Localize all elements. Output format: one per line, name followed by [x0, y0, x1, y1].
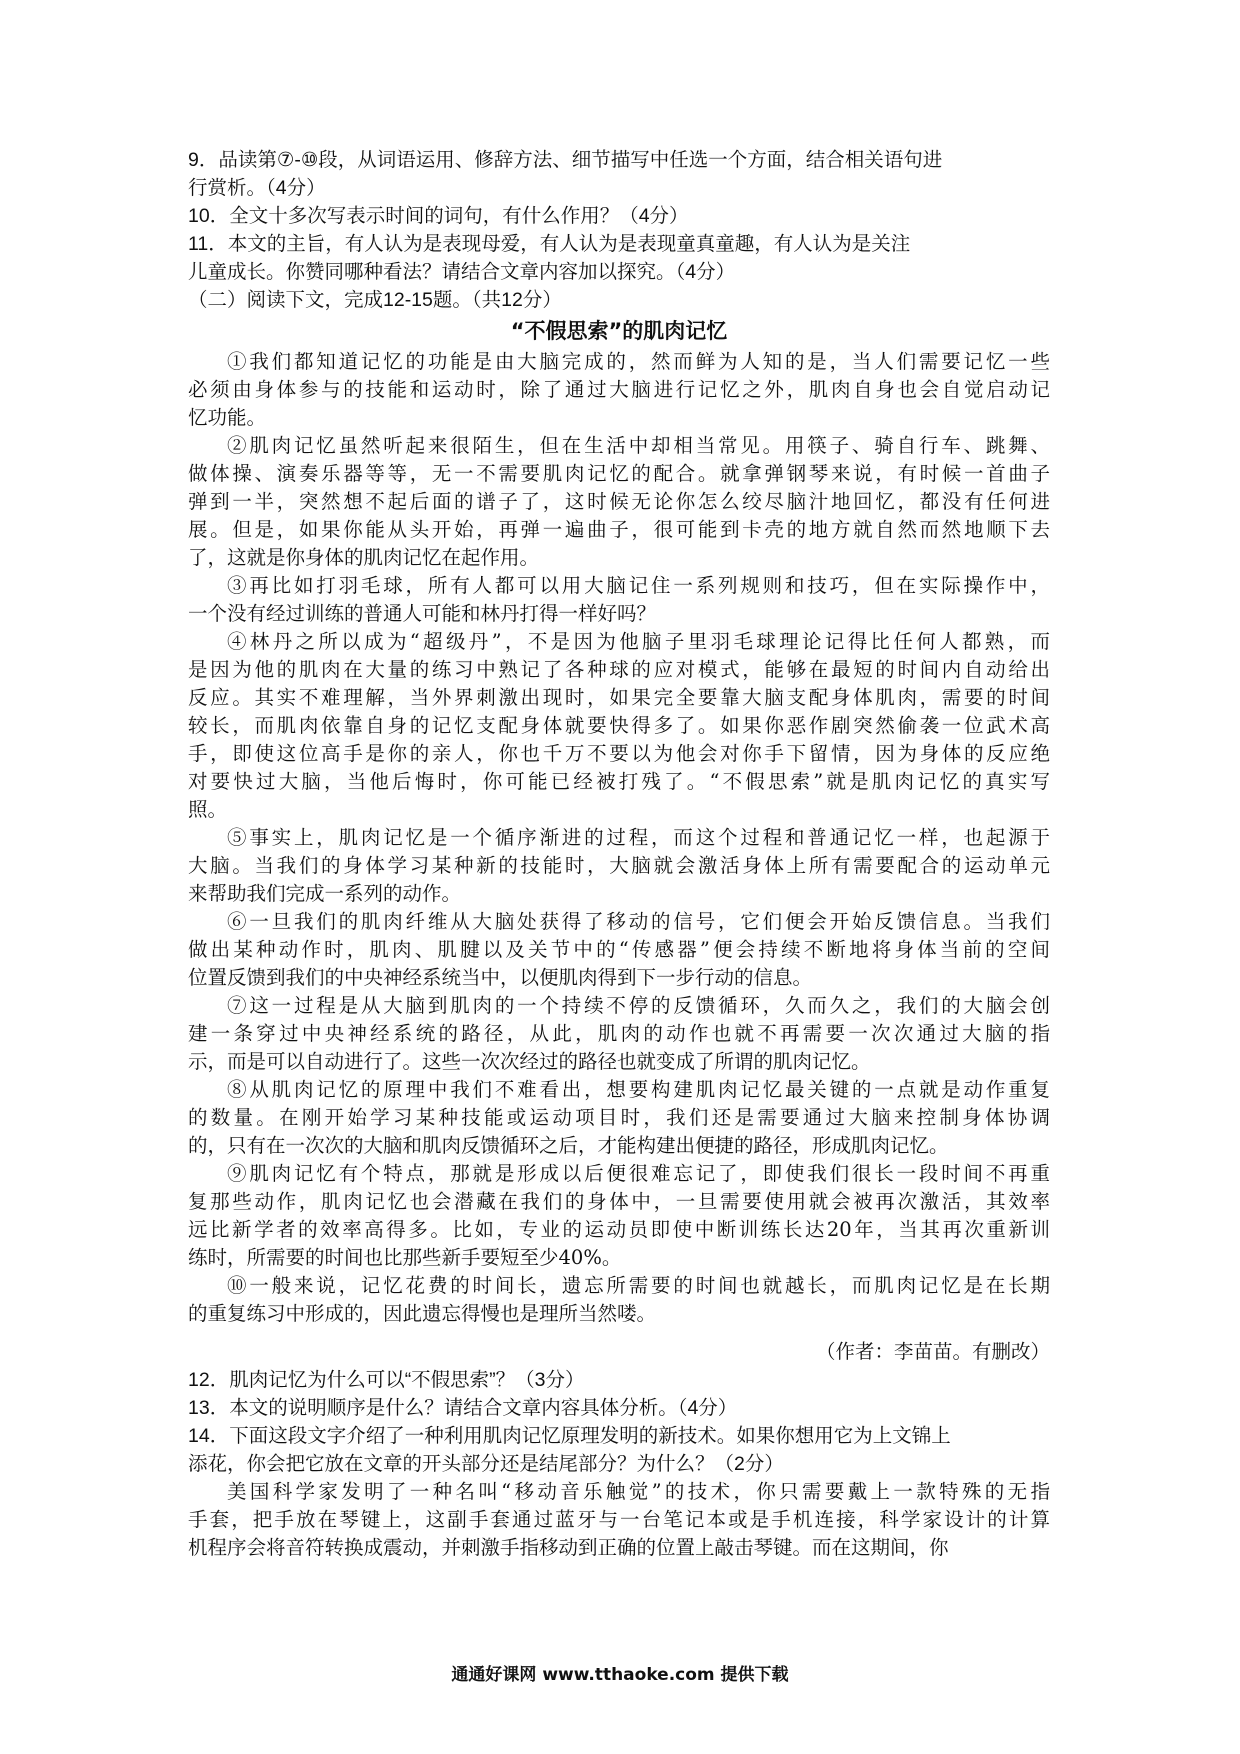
question-item: [188, 1394, 1050, 1422]
paragraph-line: 展。但是，如果你能从头开始，再弹一遍曲子，很可能到卡壳的地方就自然而然地顺下去: [188, 518, 1050, 541]
article-paragraph: [188, 432, 1050, 572]
article-paragraph: [188, 908, 1050, 992]
paragraph-line: 手，即使这位高手是你的亲人，你也千万不要以为他会对你手下留情，因为身体的反应绝: [188, 742, 1050, 765]
paragraph-line: 远比新学者的效率高得多。比如，专业的运动员即使中断训练长达20年，当其再次重新训: [188, 1218, 1050, 1241]
paragraph-line: 了，这就是你身体的肌肉记忆在起作用。: [188, 546, 540, 569]
paragraph-line: ①我们都知道记忆的功能是由大脑完成的，然而鲜为人知的是，当人们需要记忆一些: [227, 350, 1050, 373]
paragraph-line: ③再比如打羽毛球，所有人都可以用大脑记住一系列规则和技巧，但在实际操作中，: [227, 574, 1050, 597]
article-paragraph: [188, 824, 1050, 908]
document-page: [188, 146, 1050, 1596]
paragraph-line: 忆功能。: [188, 406, 267, 429]
paragraph-line: 做体操、演奏乐器等等，无一不需要肌肉记忆的配合。就拿弹钢琴来说，有时候一首曲子: [188, 462, 1050, 485]
question-line: 儿童成长。你赞同哪种看法？请结合文章内容加以探究。（4分）: [188, 261, 736, 283]
question-item: [188, 1422, 1050, 1478]
paragraph-line: 做出某种动作时，肌肉、肌腱以及关节中的“传感器”便会持续不断地将身体当前的空间: [188, 938, 1050, 961]
paragraph-line: 弹到一半，突然想不起后面的谱子了，这时候无论你怎么绞尽脑汁地回忆，都没有任何进: [188, 490, 1050, 513]
article-title: “不假思索”的肌肉记忆: [510, 319, 728, 343]
question-item: [188, 230, 1050, 286]
passage-line: 机程序会将音符转换成震动，并刺激手指移动到正确的位置上敲击琴键。而在这期间，你: [188, 1536, 949, 1559]
question-line: 11．本文的主旨，有人认为是表现母爱，有人认为是表现童真童趣，有人认为是关注: [188, 233, 911, 255]
question-line: 12．肌肉记忆为什么可以“不假思索”？（3分）: [188, 1369, 585, 1391]
paragraph-line: 较长，而肌肉依靠自身的记忆支配身体就要快得多了。如果你恶作剧突然偷袭一位武术高: [188, 714, 1050, 737]
paragraph-line: 的数量。在刚开始学习某种技能或运动项目时，我们还是需要通过大脑来控制身体协调: [188, 1106, 1050, 1129]
paragraph-line: ④林丹之所以成为“超级丹”，不是因为他脑子里羽毛球理论记得比任何人都熟，而: [227, 630, 1050, 653]
question-item: [188, 146, 1050, 202]
questions-top: [188, 146, 1050, 286]
article-paragraph: [188, 1160, 1050, 1272]
download-footer: 通通好课网 www.tthaoke.com 提供下载: [451, 1665, 789, 1685]
paragraph-line: 的，只有在一次次的大脑和肌肉反馈循环之后，才能构建出便捷的路径，形成肌肉记忆。: [188, 1134, 949, 1157]
paragraph-line: 必须由身体参与的技能和运动时，除了通过大脑进行记忆之外，肌肉自身也会自觉启动记: [188, 378, 1050, 401]
question-item: [188, 202, 1050, 230]
paragraph-line: 复那些动作，肌肉记忆也会潜藏在我们的身体中，一旦需要使用就会被再次激活，其效率: [188, 1190, 1050, 1213]
question-line: 9．品读第⑦-⑩段，从词语运用、修辞方法、细节描写中任选一个方面，结合相关语句进: [188, 149, 943, 171]
question-line: 14．下面这段文字介绍了一种利用肌肉记忆原理发明的新技术。如果你想用它为上文锦上: [188, 1425, 951, 1447]
article-paragraph: [188, 628, 1050, 824]
question-line: 13．本文的说明顺序是什么？请结合文章内容具体分析。（4分）: [188, 1397, 738, 1419]
question-item: [188, 1366, 1050, 1394]
paragraph-line: 来帮助我们完成一系列的动作。: [188, 882, 462, 905]
author-credit: （作者：李苗苗。有删改）: [815, 1340, 1050, 1363]
paragraph-line: 反应。其实不难理解，当外界刺激出现时，如果完全要靠大脑支配身体肌肉，需要的时间: [188, 686, 1050, 709]
paragraph-line: ⑥一旦我们的肌肉纤维从大脑处获得了移动的信号，它们便会开始反馈信息。当我们: [227, 910, 1050, 933]
paragraph-line: 建一条穿过中央神经系统的路径，从此，肌肉的动作也就不再需要一次次通过大脑的指: [188, 1022, 1050, 1045]
paragraph-line: ⑤事实上，肌肉记忆是一个循序渐进的过程，而这个过程和普通记忆一样，也起源于: [227, 826, 1050, 849]
paragraph-line: 是因为他的肌肉在大量的练习中熟记了各种球的应对模式，能够在最短的时间内自动给出: [188, 658, 1050, 681]
paragraph-line: 示，而是可以自动进行了。这些一次次经过的路径也就变成了所谓的肌肉记忆。: [188, 1050, 871, 1073]
article-body: [188, 348, 1050, 1328]
article-paragraph: [188, 1272, 1050, 1328]
paragraph-line: 的重复练习中形成的，因此遗忘得慢也是理所当然喽。: [188, 1302, 657, 1325]
paragraph-line: ②肌肉记忆虽然听起来很陌生，但在生活中却相当常见。用筷子、骑自行车、跳舞、: [227, 434, 1050, 457]
article-paragraph: [188, 572, 1050, 628]
paragraph-line: 照。: [188, 798, 228, 821]
paragraph-line: ⑧从肌肉记忆的原理中我们不难看出，想要构建肌肉记忆最关键的一点就是动作重复: [227, 1078, 1050, 1101]
paragraph-line: ⑩一般来说，记忆花费的时间长，遗忘所需要的时间也就越长，而肌肉记忆是在长期: [227, 1274, 1050, 1297]
article-paragraph: [188, 348, 1050, 432]
question-line: 10．全文十多次写表示时间的词句，有什么作用？（4分）: [188, 205, 689, 227]
paragraph-line: 位置反馈到我们的中央神经系统当中，以便肌肉得到下一步行动的信息。: [188, 966, 813, 989]
paragraph-line: ⑦这一过程是从大脑到肌肉的一个持续不停的反馈循环，久而久之，我们的大脑会创: [227, 994, 1050, 1017]
paragraph-line: 一个没有经过训练的普通人可能和林丹打得一样好吗？: [188, 602, 657, 625]
passage-line: 美国科学家发明了一种名叫“移动音乐触觉”的技术，你只需要戴上一款特殊的无指: [227, 1480, 1050, 1503]
paragraph-line: 大脑。当我们的身体学习某种新的技能时，大脑就会激活身体上所有需要配合的运动单元: [188, 854, 1050, 877]
passage-line: 手套，把手放在琴键上，这副手套通过蓝牙与一台笔记本或是手机连接，科学家设计的计算: [188, 1508, 1050, 1531]
question-line: 添花，你会把它放在文章的开头部分还是结尾部分？为什么？（2分）: [188, 1453, 784, 1475]
article-paragraph: [188, 992, 1050, 1076]
section-heading: （二）阅读下文，完成12-15题。（共12分）: [188, 289, 562, 311]
paragraph-line: ⑨肌肉记忆有个特点，那就是形成以后便很难忘记了，即使我们很长一段时间不再重: [227, 1162, 1050, 1185]
article-paragraph: [188, 1076, 1050, 1160]
paragraph-line: 对要快过大脑，当他后悔时，你可能已经被打残了。“不假思索”就是肌肉记忆的真实写: [188, 770, 1050, 793]
questions-bottom: [188, 1366, 1050, 1478]
supplementary-passage: [188, 1478, 1050, 1562]
paragraph-line: 练时，所需要的时间也比那些新手要短至少40%。: [188, 1246, 622, 1269]
question-line: 行赏析。（4分）: [188, 177, 326, 199]
